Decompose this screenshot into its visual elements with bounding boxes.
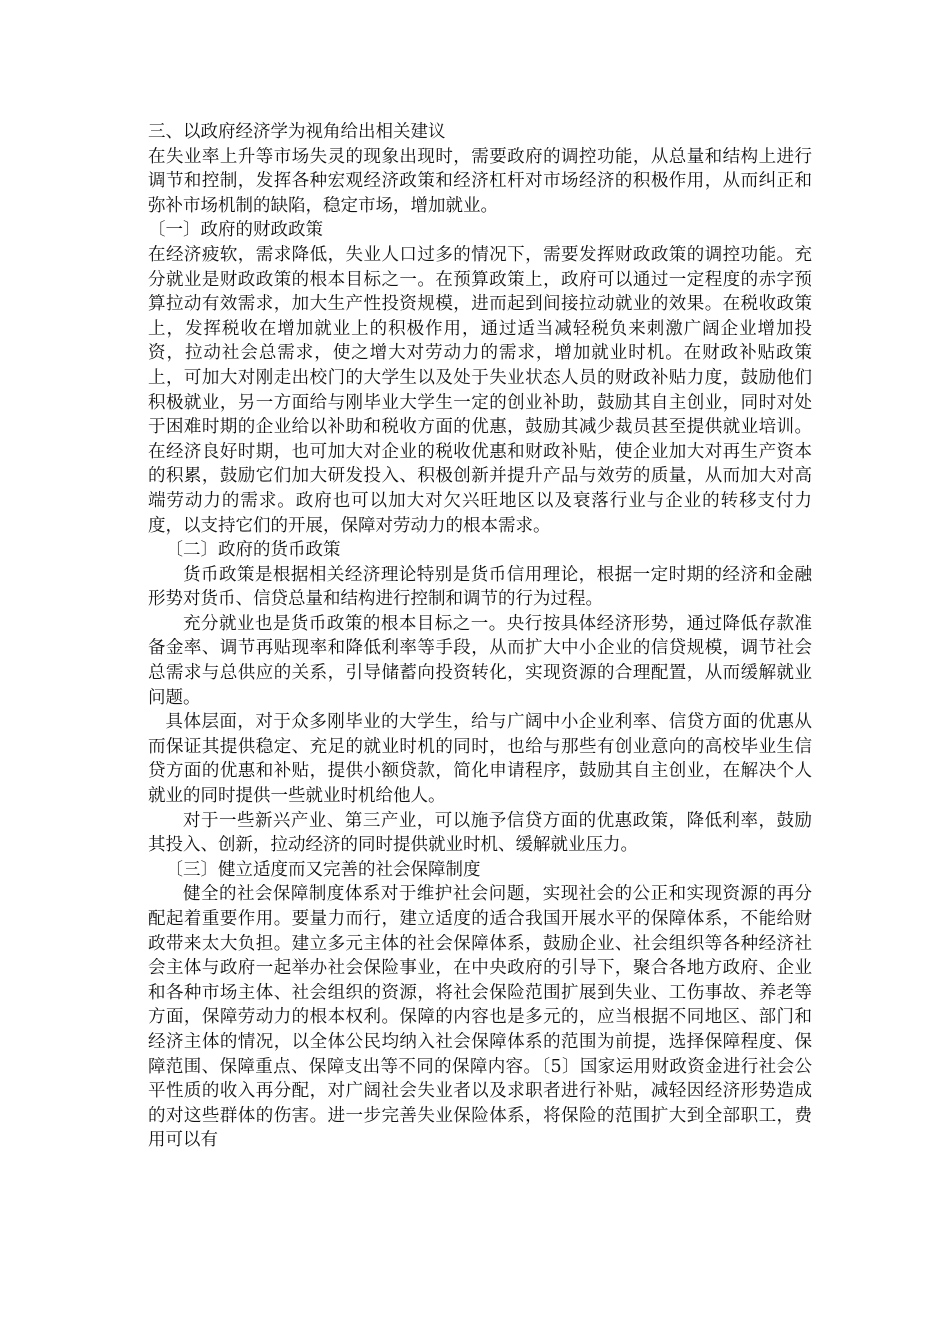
section1-paragraph: 在经济疲软，需求降低，失业人口过多的情况下，需要发挥财政政策的调控功能。充分就业是财政政策的根本目标之一。在预算政策上，政府可以通过一定程度的赤字预算拉动有效需求，加大生产性投资规模，进而起到间接拉动就业的效果。在税收政策上，发挥税收在增加就业上的积极作用，通过适当减轻税负来刺激广阔企业增加投资，拉动社会总需求，使之增大对劳动力的需求，增加就业时机。在财政补贴政策上，可加大对刚走出校门的大学生以及处于失业状态人员的财政补贴力度，鼓励他们积极就业，另一方面给与刚毕业大学生一定的创业补助，鼓励其自主创业，同时对处于困难时期的企业给以补助和税收方面的优惠，鼓励其减少裁员甚至提供就业培训。在经济良好时期，也可加大对企业的税收优惠和财政补贴，使企业加大对再生产资本的积累，鼓励它们加大研发投入、积极创新并提升产品与效劳的质量，从而加大对高端劳动力的需求。政府也可以加大对欠兴旺地区以及衰落行业与企业的转移支付力度，以支持它们的开展，保障对劳动力的根本需求。 [148, 244, 812, 536]
section-heading-main: 三、以政府经济学为视角给出相关建议 [148, 122, 446, 142]
intro-paragraph: 在失业率上升等市场失灵的现象出现时，需要政府的调控功能，从总量和结构上进行调节和控制，发挥各种宏观经济政策和经济杠杆对市场经济的积极作用，从而纠正和弥补市场机制的缺陷，稳定市场，增加就业。 [148, 146, 812, 216]
section2-paragraph-4: 对于一些新兴产业、第三产业，可以施予信贷方面的优惠政策，降低利率，鼓励其投入、创新，拉动经济的同时提供就业时机、缓解就业压力。 [148, 810, 812, 856]
section3-paragraph: 健全的社会保障制度体系对于维护社会问题，实现社会的公正和实现资源的再分配起着重要作用。要量力而行，建立适度的适合我国开展水平的保障体系，不能给财政带来太大负担。建立多元主体的社会保障体系，鼓励企业、社会组织等各种经济社会主体与政府一起举办社会保险事业，在中央政府的引导下，聚合各地方政府、企业和各种市场主体、社会组织的资源，将社会保险范围扩展到失业、工伤事故、养老等方面，保障劳动力的根本权利。保障的内容也是多元的，应当根据不同地区、部门和经济主体的情况，以全体公民均纳入社会保障体系的范围为前提，选择保障程度、保障范围、保障重点、保障支出等不同的保障内容。〔5〕国家运用财政资金进行社会公平性质的收入再分配，对广阔社会失业者以及求职者进行补贴，减轻因经济形势造成的对这些群体的伤害。进一步完善失业保险体系，将保险的范围扩大到全部职工，费用可以有 [148, 884, 812, 1151]
section3-heading: 〔三〕健立适度而又完善的社会保障制度 [165, 859, 481, 880]
document-page [148, 120, 812, 1153]
section2-heading: 〔二〕政府的货币政策 [165, 540, 341, 561]
section2-paragraph-3: 具体层面，对于众多刚毕业的大学生，给与广阔中小企业利率、信贷方面的优惠从而保证其提供稳定、充足的就业时机的同时，也给与那些有创业意向的高校毕业生信贷方面的优惠和补贴，提供小额贷款，简化申请程序，鼓励其自主创业，在解决个人就业的同时提供一些就业时机给他人。 [148, 712, 812, 807]
section2-paragraph-2: 充分就业也是货币政策的根本目标之一。央行按具体经济形势，通过降低存款准备金率、调节再贴现率和降低利率等手段，从而扩大中小企业的信贷规模，调节社会总需求与总供应的关系，引导储蓄向投资转化，实现资源的合理配置，从而缓解就业问题。 [148, 613, 812, 708]
section1-heading: 〔一〕政府的财政政策 [148, 220, 323, 241]
section2-paragraph-1: 货币政策是根据相关经济理论特别是货币信用理论，根据一定时期的经济和金融形势对货币、信贷总量和结构进行控制和调节的行为过程。 [148, 564, 812, 610]
